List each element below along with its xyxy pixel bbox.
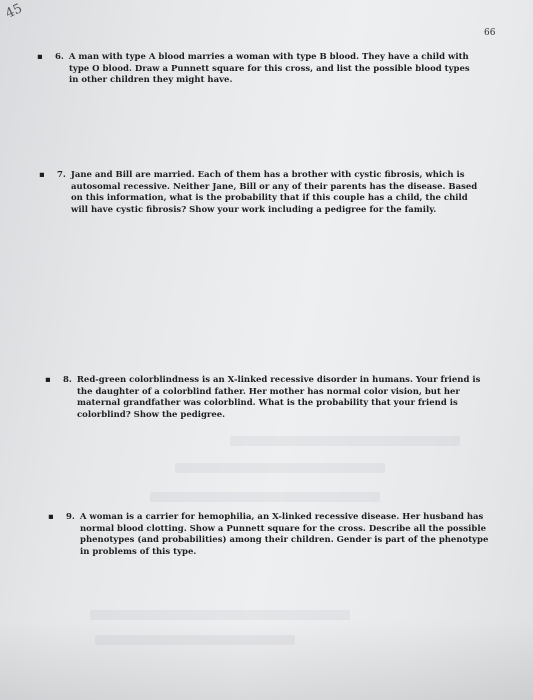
corner-handwritten-mark: 45	[3, 1, 25, 22]
bullet-icon: ▪	[48, 512, 54, 522]
question-8	[45, 375, 488, 421]
bullet-icon: ▪	[37, 52, 43, 62]
question-text: A man with type A blood marries a woman with type B blood. They have a child with type O blood. Draw a Punnett square for this cross, and list the possible blood types in other children they might have.	[68, 52, 470, 85]
question-text: A woman is a carrier for hemophilia, an X-linked recessive disease. Her husband has normal blood clotting. Show a Punnett square for the cross. Describe all the possible phenotypes (and probabilities) among their children. Gender is part of the phenotype in problems of this type.	[79, 512, 489, 557]
question-text: Red-green colorblindness is an X-linked recessive disorder in humans. Your friend is the daughter of a colorblind father. Her mother has normal color vision, but her maternal grandfather was colorblind. What is the probability that your friend is colorblind? Show the pedigree.	[76, 375, 481, 420]
question-number: 7.	[57, 170, 66, 180]
question-9	[48, 512, 491, 558]
bleed-through-line	[90, 610, 350, 620]
question-number: 8.	[63, 375, 72, 385]
question-number: 6.	[55, 52, 64, 62]
question-7	[39, 170, 487, 216]
page-shadow	[0, 620, 533, 700]
bleed-through-line	[150, 492, 380, 502]
bullet-icon: ▪	[39, 170, 45, 180]
question-6	[37, 52, 475, 87]
bleed-through-line	[95, 635, 295, 645]
question-text: Jane and Bill are married. Each of them has a brother with cystic fibrosis, which is autosomal recessive. Neither Jane, Bill or any of their parents has the disease. Based on this information, what is the probability that if this couple has a child, the child will have cystic fibrosis? Show your work including a pedigree for the family.	[70, 170, 478, 215]
question-number: 9.	[66, 512, 75, 522]
bullet-icon: ▪	[45, 375, 51, 385]
bleed-through-line	[175, 463, 385, 473]
page-number: 66	[484, 28, 496, 38]
bleed-through-line	[230, 436, 460, 446]
